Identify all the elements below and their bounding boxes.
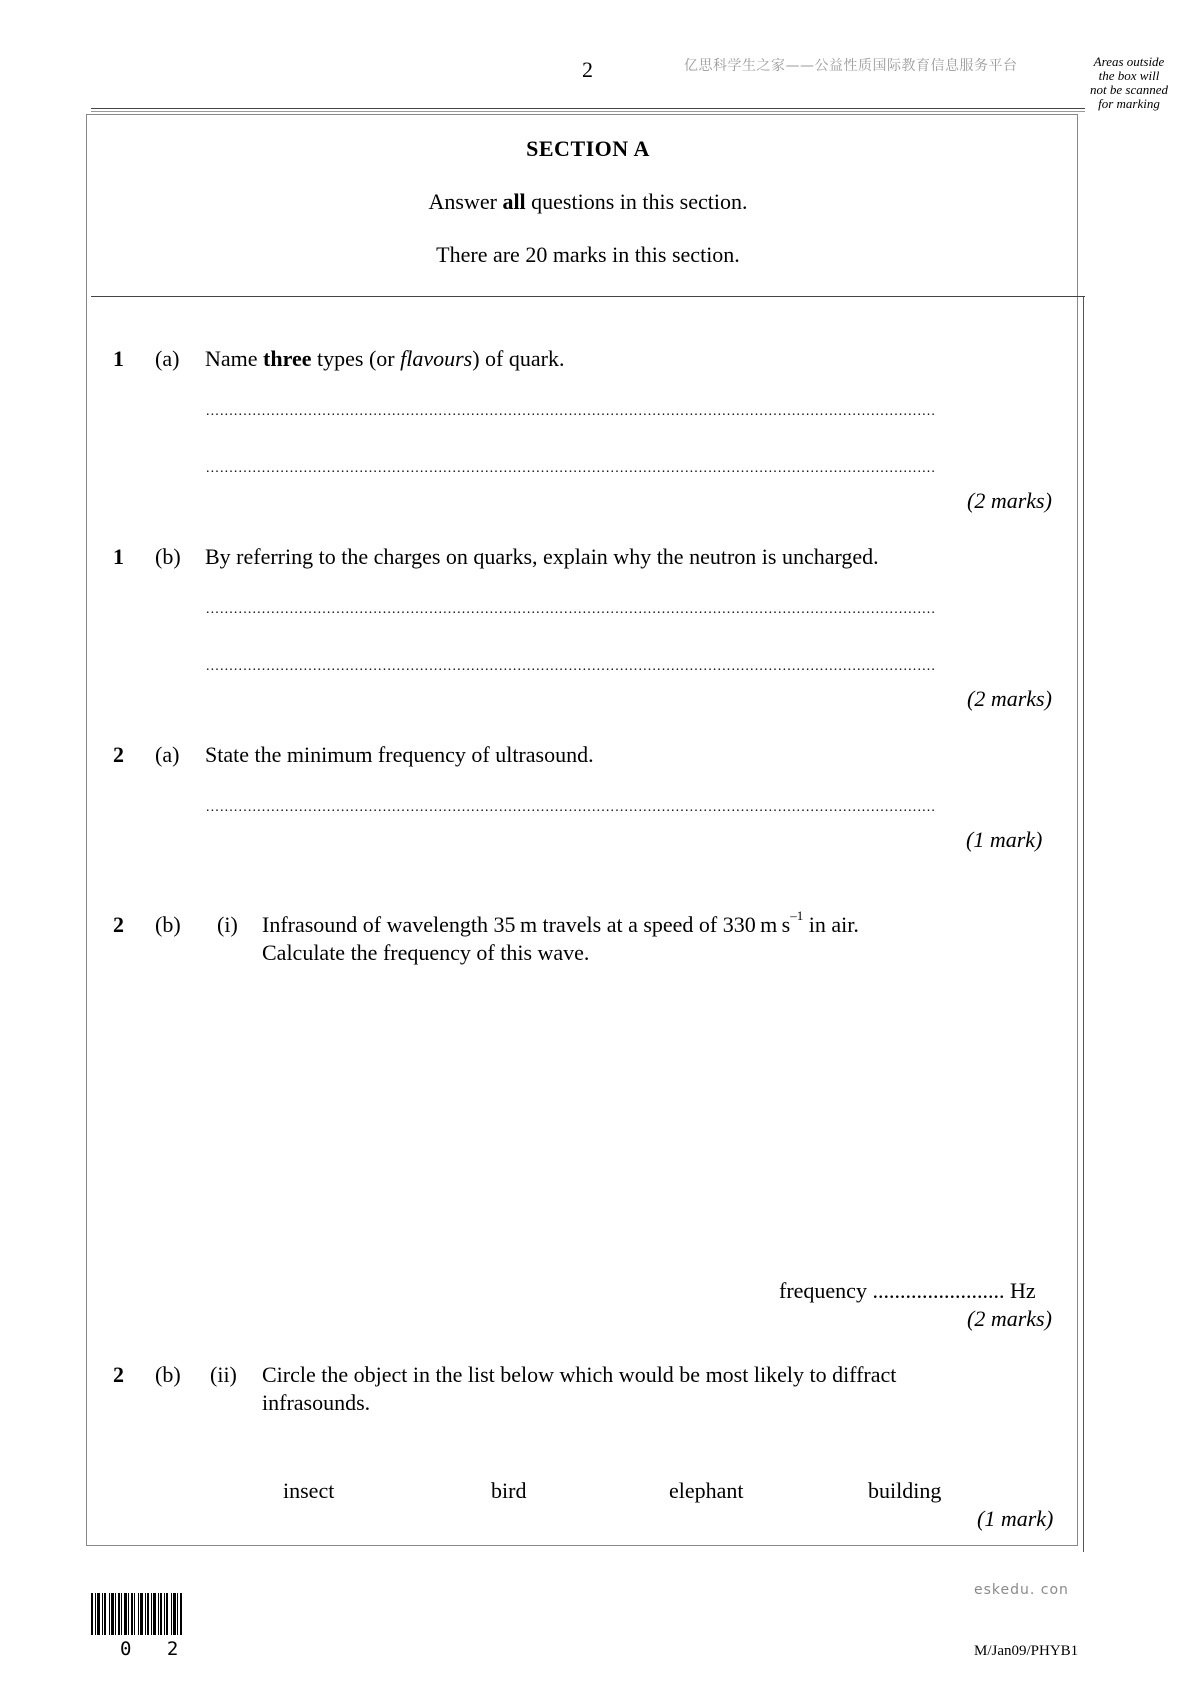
- section-divider: [91, 296, 1085, 297]
- unit-superscript: –1: [790, 908, 804, 923]
- question-text-part: in air.: [803, 912, 859, 937]
- margin-note-line: the box will: [1098, 68, 1160, 83]
- question-text-part: Name: [205, 346, 264, 371]
- marks-label: (2 marks): [967, 1306, 1052, 1331]
- question-number: 2: [113, 912, 124, 937]
- margin-note-line: Areas outside: [1093, 54, 1165, 69]
- frequency-answer-field[interactable]: frequency ........................ Hz: [779, 1278, 1036, 1303]
- top-rule: [91, 108, 1085, 109]
- answer-box-right-rule: [1083, 296, 1084, 1552]
- paper-code: M/Jan09/PHYB1: [974, 1643, 1079, 1659]
- margin-note-line: not be scanned: [1090, 82, 1168, 97]
- section-marks-total: There are 20 marks in this section.: [436, 242, 740, 267]
- question-part: (a): [155, 742, 180, 767]
- question-text: [205, 346, 564, 372]
- question-part: (b): [155, 1362, 181, 1387]
- section-title: SECTION A: [526, 136, 650, 161]
- margin-note: [1079, 55, 1179, 111]
- question-subpart: (ii): [210, 1362, 237, 1387]
- question-text: Circle the object in the list below which would be most likely to diffract: [262, 1362, 897, 1387]
- instruction-bold: all: [502, 189, 526, 214]
- question-text-line2: Calculate the frequency of this wave.: [262, 940, 590, 965]
- question-text-italic: flavours: [400, 346, 473, 371]
- question-text-part: types (or: [311, 346, 401, 371]
- question-number: 1: [113, 544, 124, 569]
- question-number: 2: [113, 742, 124, 767]
- question-text-line2: infrasounds.: [262, 1390, 371, 1415]
- watermark-text: 亿思科学生之家——公益性质国际教育信息服务平台: [684, 58, 1018, 74]
- question-part: (b): [155, 912, 181, 937]
- question-text: By referring to the charges on quarks, explain why the neutron is uncharged.: [205, 544, 879, 569]
- barcode-number: 0 2: [120, 1638, 191, 1660]
- question-subpart: (i): [217, 912, 238, 937]
- answer-line[interactable]: .............................................................................................................................................................: [206, 404, 937, 419]
- page-number: 2: [582, 57, 593, 82]
- question-part: (b): [155, 544, 181, 569]
- question-text-part: ) of quark.: [472, 346, 565, 371]
- option-elephant[interactable]: elephant: [669, 1478, 744, 1503]
- answer-box-border: [86, 114, 1078, 1546]
- question-text: [262, 908, 859, 938]
- question-text-part: Infrasound of wavelength 35 m travels at a speed of 330 m s: [262, 912, 791, 937]
- instruction-text: Answer: [428, 189, 503, 214]
- section-instruction: [0, 189, 1176, 215]
- barcode: [91, 1593, 201, 1635]
- top-rule-secondary: [91, 111, 1085, 112]
- question-text-bold: three: [263, 346, 312, 371]
- option-insect[interactable]: insect: [283, 1478, 335, 1503]
- option-building[interactable]: building: [868, 1478, 942, 1503]
- site-watermark: eskedu. con: [974, 1582, 1069, 1598]
- answer-line[interactable]: .............................................................................................................................................................: [206, 659, 937, 674]
- marks-label: (1 mark): [966, 827, 1043, 852]
- marks-label: (1 mark): [977, 1506, 1054, 1531]
- marks-label: (2 marks): [967, 488, 1052, 513]
- question-number: 1: [113, 346, 124, 371]
- marks-label: (2 marks): [967, 686, 1052, 711]
- answer-line[interactable]: .............................................................................................................................................................: [206, 602, 937, 617]
- option-bird[interactable]: bird: [491, 1478, 527, 1503]
- margin-note-line: for marking: [1098, 96, 1160, 111]
- instruction-text: questions in this section.: [525, 189, 748, 214]
- question-number: 2: [113, 1362, 124, 1387]
- answer-line[interactable]: .............................................................................................................................................................: [206, 800, 937, 815]
- question-part: (a): [155, 346, 180, 371]
- question-text: State the minimum frequency of ultrasound.: [205, 742, 594, 767]
- options-list: [0, 1478, 1191, 1508]
- answer-line[interactable]: .............................................................................................................................................................: [206, 461, 937, 476]
